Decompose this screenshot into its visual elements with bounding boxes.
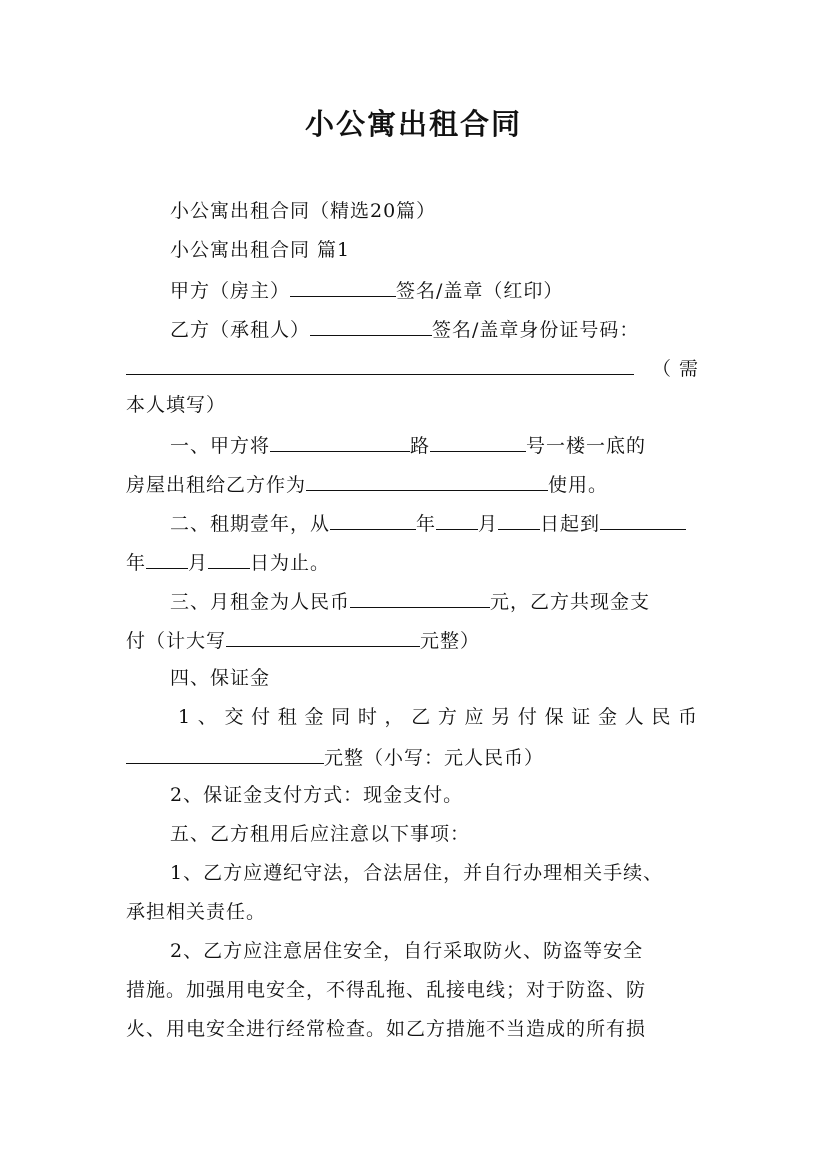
clause-1-text-d: 房屋出租给乙方作为 [126, 474, 307, 496]
clause-3-line-2 [126, 627, 706, 653]
clause-5-1-line-2: 承担相关责任。 [126, 901, 267, 923]
rent-amount-blank [350, 588, 490, 608]
clause-2-line-2 [126, 549, 706, 575]
clause-2-text-e: 年 [126, 552, 147, 574]
clause-2-text-g: 日为止。 [250, 552, 331, 574]
start-month-blank [436, 510, 478, 530]
clause-3-text-c: 付（计大写 [126, 630, 227, 652]
clause-1-text-b: 路 [410, 435, 431, 457]
clause-3-line-1 [170, 588, 706, 614]
clause-1-line-2 [126, 471, 706, 497]
clause-3-text-a: 三、月租金为人民币 [170, 591, 351, 613]
clause-4-heading: 四、保证金 [170, 667, 271, 689]
id-number-note-cont: 本人填写） [126, 394, 227, 416]
clause-5-2-line-2: 措施。加强用电安全，不得乱拖、乱接电线；对于防盗、防 [126, 979, 647, 1001]
document-title: 小公寓出租合同 [304, 107, 522, 141]
party-a-blank [290, 277, 396, 297]
clause-2-line-1 [170, 510, 706, 536]
clause-5-heading: 五、乙方租用后应注意以下事项： [170, 823, 471, 845]
road-blank [270, 432, 410, 452]
start-day-blank [498, 510, 540, 530]
clause-2-text-b: 年 [416, 513, 437, 535]
number-blank [430, 432, 526, 452]
section-heading: 小公寓出租合同 篇1 [170, 239, 351, 261]
clause-1-text-e: 使用。 [548, 474, 609, 496]
clause-4-1-text: 元整（小写：元人民币） [324, 747, 545, 769]
clause-4-1-line-2 [126, 744, 706, 770]
clause-2-text-f: 月 [188, 552, 209, 574]
id-number-blank [126, 355, 634, 375]
clause-1-line-1 [170, 432, 706, 458]
clause-1-text-a: 一、甲方将 [170, 435, 271, 457]
clause-5-2-line-3: 火、用电安全进行经常检查。如乙方措施不当造成的所有损 [126, 1018, 647, 1040]
party-a-line [170, 277, 706, 303]
party-b-line [170, 316, 706, 342]
clause-5-2-line-1: 2、乙方应注意居住安全，自行采取防火、防盗等安全 [170, 940, 644, 962]
clause-4-2: 2、保证金支付方式：现金支付。 [170, 784, 464, 806]
document-subtitle: 小公寓出租合同（精选20篇） [170, 200, 437, 222]
party-b-blank [310, 316, 432, 336]
clause-1-text-c: 号一楼一底的 [526, 435, 647, 457]
end-day-blank [208, 549, 250, 569]
start-year-blank [330, 510, 416, 530]
deposit-amount-blank [126, 744, 324, 764]
end-year-blank [600, 510, 686, 530]
id-number-line [126, 355, 706, 381]
clause-2-text-c: 月 [478, 513, 499, 535]
clause-3-text-b: 元，乙方共现金支 [490, 591, 651, 613]
end-month-blank [146, 549, 188, 569]
clause-2-text-a: 二、租期壹年，从 [170, 513, 331, 535]
party-a-label: 甲方（房主） [170, 280, 291, 302]
party-b-signature-label: 签名/盖章身份证号码： [432, 319, 640, 341]
id-number-note: （ 需 [652, 358, 700, 380]
party-b-label: 乙方（承租人） [170, 319, 311, 341]
rent-uppercase-blank [226, 627, 420, 647]
usage-blank [306, 471, 548, 491]
clause-3-text-d: 元整） [420, 630, 481, 652]
clause-5-1-line-1: 1、乙方应遵纪守法，合法居住，并自行办理相关手续、 [170, 862, 664, 884]
party-a-signature-label: 签名/盖章（红印） [396, 280, 564, 302]
clause-2-text-d: 日起到 [540, 513, 601, 535]
clause-4-1-line-1: 1、交付租金同时，乙方应另付保证金人民币 [178, 706, 698, 728]
